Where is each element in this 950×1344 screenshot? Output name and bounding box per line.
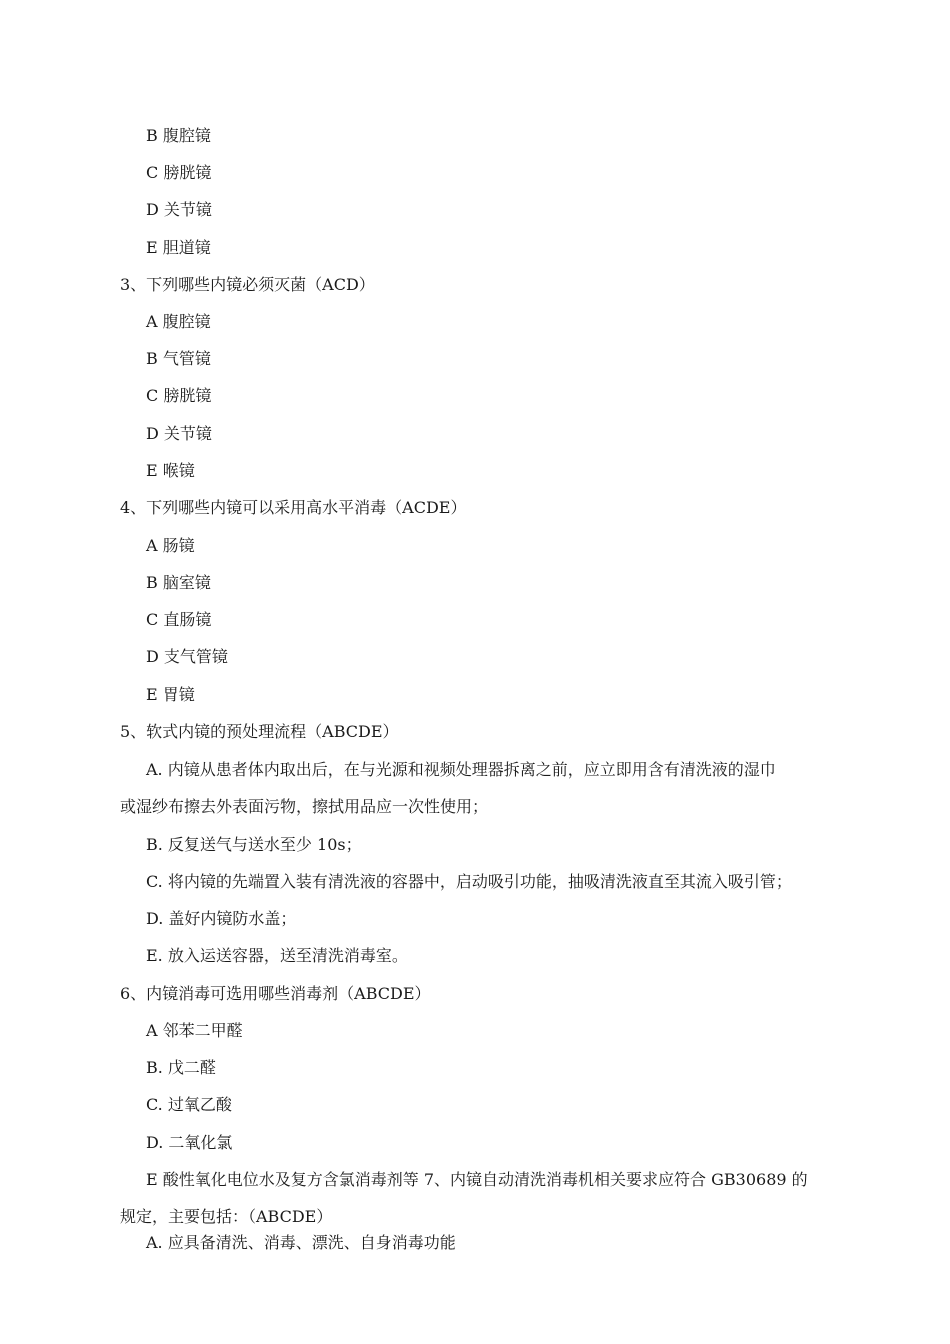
q3-option-e: E 喉镜 — [146, 461, 195, 480]
q4-title: 4、下列哪些内镜可以采用高水平消毒（ACDE） — [120, 498, 467, 517]
q6-title: 6、内镜消毒可选用哪些消毒剂（ABCDE） — [120, 984, 431, 1003]
q2-option-c: C 膀胱镜 — [146, 163, 212, 182]
q3-option-b: B 气管镜 — [146, 349, 211, 368]
q3-option-c: C 膀胱镜 — [146, 386, 212, 405]
q6-option-e-line1: E 酸性氧化电位水及复方含氯消毒剂等 7、内镜自动清洗消毒机相关要求应符合 GB30689 的 — [146, 1170, 808, 1189]
q6-option-c: C. 过氧乙酸 — [146, 1095, 232, 1114]
q6-option-b: B. 戊二醛 — [146, 1058, 216, 1077]
q7-option-a: A. 应具备清洗、消毒、漂洗、自身消毒功能 — [146, 1233, 456, 1252]
q5-step-b: B. 反复送气与送水至少 10s； — [146, 835, 362, 854]
q5-title: 5、软式内镜的预处理流程（ABCDE） — [120, 722, 399, 741]
q5-step-e: E. 放入运送容器，送至清洗消毒室。 — [146, 946, 408, 965]
q2-option-d: D 关节镜 — [146, 200, 212, 219]
q6-option-d: D. 二氧化氯 — [146, 1133, 233, 1152]
q4-option-d: D 支气管镜 — [146, 647, 228, 666]
q4-option-e: E 胃镜 — [146, 685, 195, 704]
q2-option-e: E 胆道镜 — [146, 238, 211, 257]
q6-option-e-line2: 规定，主要包括：（ABCDE） — [120, 1207, 333, 1226]
q6-option-a: A 邻苯二甲醛 — [146, 1021, 243, 1040]
q5-step-a-line1: A. 内镜从患者体内取出后，在与光源和视频处理器拆离之前，应立即用含有清洗液的湿巾 — [146, 760, 776, 779]
q4-option-c: C 直肠镜 — [146, 610, 212, 629]
q4-option-a: A 肠镜 — [146, 536, 195, 555]
q5-step-a-line2: 或湿纱布擦去外表面污物，擦拭用品应一次性使用； — [120, 797, 489, 816]
q5-step-c: C. 将内镜的先端置入装有清洗液的容器中，启动吸引功能，抽吸清洗液直至其流入吸引管； — [146, 872, 792, 891]
q3-option-d: D 关节镜 — [146, 424, 212, 443]
q2-option-b: B 腹腔镜 — [146, 126, 211, 145]
q3-option-a: A 腹腔镜 — [146, 312, 211, 331]
q5-step-d: D. 盖好内镜防水盖； — [146, 909, 297, 928]
q4-option-b: B 脑室镜 — [146, 573, 211, 592]
q3-title: 3、下列哪些内镜必须灭菌（ACD） — [120, 275, 375, 294]
